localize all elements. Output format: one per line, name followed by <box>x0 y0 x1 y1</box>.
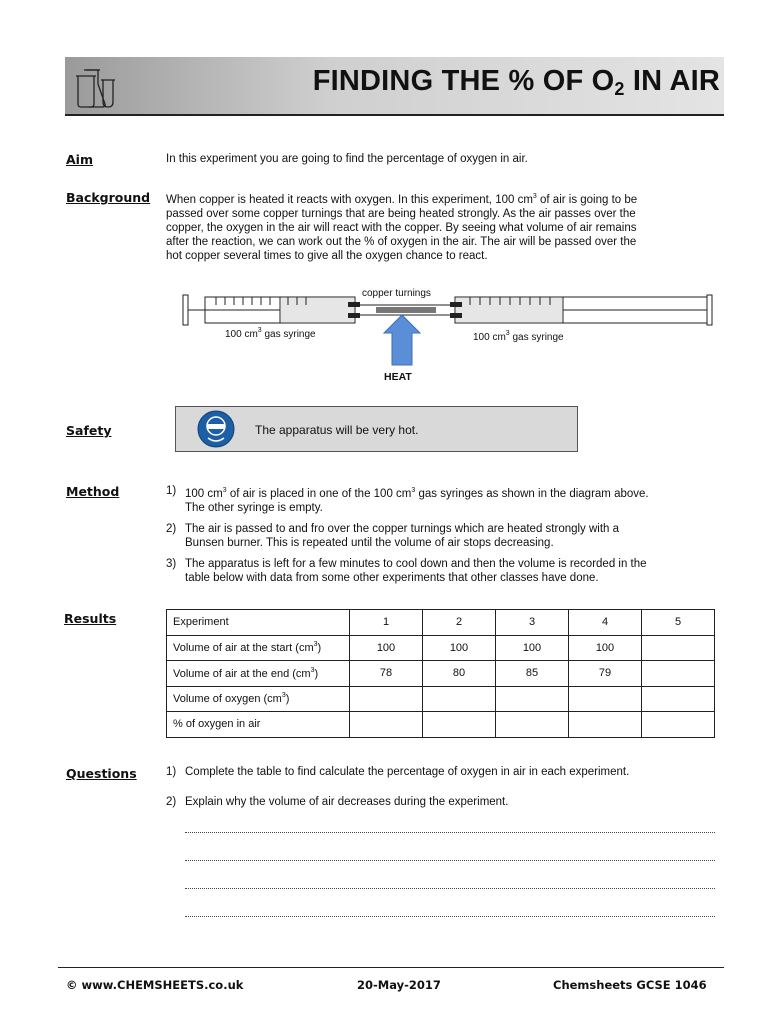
footer-website: © www.CHEMSHEETS.co.uk <box>66 978 244 992</box>
table-cell: 1 <box>350 610 423 636</box>
results-label: Results <box>64 611 117 626</box>
safety-text: The apparatus will be very hot. <box>255 423 419 437</box>
background-text: When copper is heated it reacts with oxygen. In this experiment, 100 $cm^3$ of air is going to be passed over some copper turnings that are being heated strongly. As the air passes over the copper, the oxygen in the air will react with the copper. By seeing what volume of air remains after the reaction, we can work out the % of oxygen in the air. The air will be passed over the hot copper several times to give all the oxygen chance to react. <box>166 193 638 262</box>
table-row <box>167 686 715 712</box>
results-table <box>166 609 715 738</box>
table-row <box>167 610 715 636</box>
aim-text: In this experiment you are going to find the percentage of oxygen in air. <box>166 153 528 165</box>
header-rule <box>65 114 724 116</box>
table-cell[interactable] <box>350 712 423 738</box>
page-title: FINDING THE % OF $O_2$ IN AIR <box>312 65 720 99</box>
method-list <box>166 484 711 592</box>
table-cell[interactable] <box>423 686 496 712</box>
row-label: Volume of air at the start $(cm^3)$ <box>167 635 350 661</box>
table-cell[interactable] <box>350 686 423 712</box>
answer-line[interactable] <box>185 832 715 833</box>
table-cell: 100 <box>423 635 496 661</box>
table-cell[interactable] <box>642 712 715 738</box>
table-cell: 85 <box>496 661 569 687</box>
table-cell: 78 <box>350 661 423 687</box>
answer-line[interactable] <box>185 860 715 861</box>
footer-rule <box>58 967 724 968</box>
table-cell: 100 <box>496 635 569 661</box>
heat-label: HEAT <box>384 371 412 383</box>
method-label: Method <box>66 484 120 499</box>
table-cell[interactable] <box>569 686 642 712</box>
answer-line[interactable] <box>185 916 715 917</box>
list-item: 3) The apparatus is left for a few minutes to cool down and then the volume is recorded in the table below with data from some other experiments that other classes have done. <box>166 558 647 584</box>
table-cell: 79 <box>569 661 642 687</box>
table-row <box>167 661 715 687</box>
answer-line[interactable] <box>185 888 715 889</box>
table-cell: 5 <box>642 610 715 636</box>
row-label: Volume of air at the end $(cm^3)$ <box>167 661 350 687</box>
aim-label: Aim <box>66 152 93 167</box>
table-cell: 80 <box>423 661 496 687</box>
table-cell: 100 <box>350 635 423 661</box>
copper-turnings-label: copper turnings <box>362 288 431 299</box>
table-row <box>167 635 715 661</box>
right-syringe-label: 100 $cm^3$ gas syringe <box>473 330 564 343</box>
questions-label: Questions <box>66 766 137 781</box>
table-cell: 3 <box>496 610 569 636</box>
table-cell[interactable] <box>496 686 569 712</box>
table-cell[interactable] <box>642 635 715 661</box>
left-syringe-label: 100 $cm^3$ gas syringe <box>225 327 316 340</box>
list-item: 2) The air is passed to and fro over the copper turnings which are heated strongly with a Bunsen burner. This is repeated until the volume of air stops decreasing. <box>166 523 620 549</box>
list-item: 1) 100 $cm^3$ of air is placed in one of the 100 $cm^3$ gas syringes as shown in the diagram above. The other syringe is empty. <box>166 485 649 514</box>
table-cell[interactable] <box>496 712 569 738</box>
background-label: Background <box>66 190 151 205</box>
list-item: 2) Explain why the volume of air decreases during the experiment. <box>166 796 509 808</box>
table-cell[interactable] <box>423 712 496 738</box>
footer-reference: Chemsheets GCSE 1046 <box>553 978 707 992</box>
row-label: Experiment <box>167 610 350 636</box>
table-cell[interactable] <box>642 661 715 687</box>
safety-goggles-icon <box>197 410 235 451</box>
lab-glassware-icon <box>72 64 118 113</box>
table-cell: 4 <box>569 610 642 636</box>
list-item: 1) Complete the table to find calculate the percentage of oxygen in air in each experiment. <box>166 766 630 778</box>
table-cell[interactable] <box>642 686 715 712</box>
row-label: Volume of oxygen $(cm^3)$ <box>167 686 350 712</box>
footer-date: 20-May-2017 <box>357 978 441 992</box>
row-label: % of oxygen in air <box>167 712 350 738</box>
table-row <box>167 712 715 738</box>
table-cell: 2 <box>423 610 496 636</box>
safety-label: Safety <box>66 423 112 438</box>
table-cell[interactable] <box>569 712 642 738</box>
table-cell: 100 <box>569 635 642 661</box>
